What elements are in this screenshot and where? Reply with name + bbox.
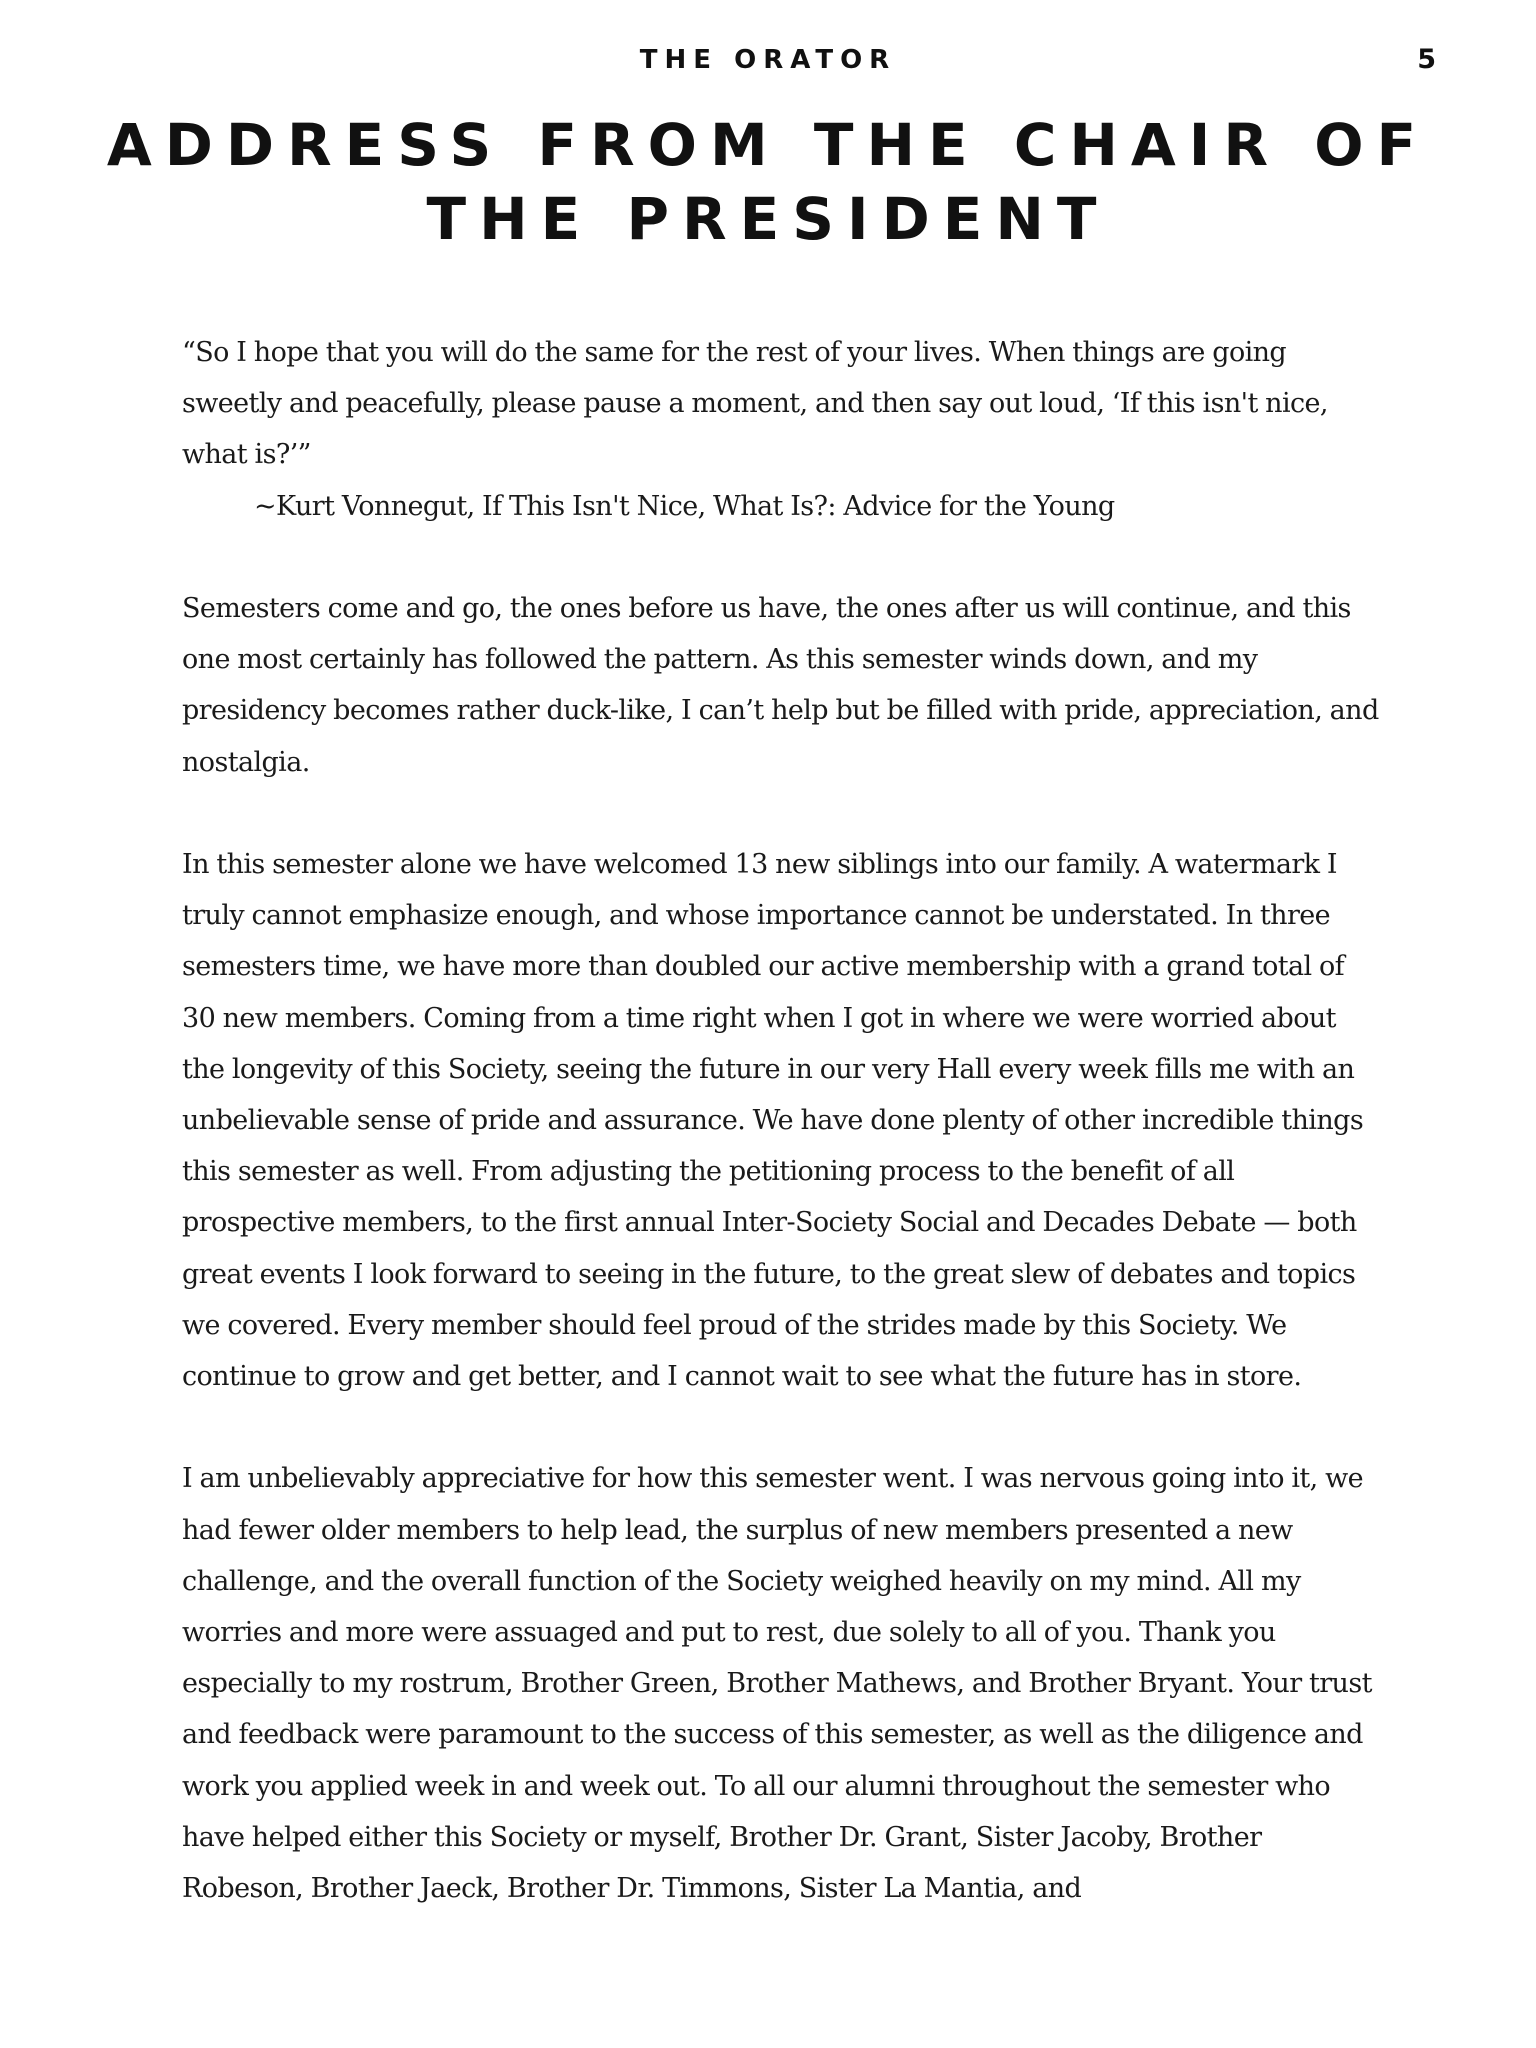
paragraph-spacer	[182, 532, 1382, 583]
body-paragraph: Semesters come and go, the ones before us have, the ones after us will continue, and this one most certainly has followed the pattern. As this semester winds down, and my presidency becomes rather duck-like, I can’t help but be filled with pride, appreciation, and nostalgia.	[182, 593, 1379, 778]
article-title: ADDRESS FROM THE CHAIR OF THE PRESIDENT	[106, 111, 1430, 253]
page-number: 5	[1417, 44, 1436, 75]
article-body	[182, 327, 1382, 1914]
paragraph-spacer	[182, 1402, 1382, 1453]
publication-name: THE ORATOR	[639, 45, 897, 75]
body-paragraph: I am unbelievably appreciative for how this semester went. I was nervous going into it, we had fewer older members to help lead, the surplus of new members presented a new challenge, and the overall function of the Society weighed heavily on my mind. All my worries and more were assuaged and put to rest, due solely to all of you. Thank you especially to my rostrum, Brother Green, Brother Mathews, and Brother Bryant. Your trust and feedback were paramount to the success of this semester, as well as the diligence and work you applied week in and week out. To all our alumni throughout the semester who have helped either this Society or myself, Brother Dr. Grant, Sister Jacoby, Brother Robeson, Brother Jaeck, Brother Dr. Timmons, Sister La Mantia, and	[182, 1463, 1372, 1905]
epigraph-attribution: ~Kurt Vonnegut, If This Isn't Nice, What Is?: Advice for the Young	[254, 490, 1115, 522]
epigraph	[182, 327, 1382, 532]
epigraph-quote: “So I hope that you will do the same for the rest of your lives. When things are going sweetly and peacefully, please pause a moment, and then say out loud, ‘If this isn't nice, what is?’”	[182, 337, 1328, 471]
running-header	[0, 42, 1536, 78]
paragraph-spacer	[182, 788, 1382, 839]
body-paragraph: In this semester alone we have welcomed 13 new siblings into our family. A watermark I truly cannot emphasize enough, and whose importance cannot be understated. In three semesters time, we have more than doubled our active membership with a grand total of 30 new members. Coming from a time right when I got in where we were worried about the longevity of this Society, seeing the future in our very Hall every week fills me with an unbelievable sense of pride and assurance. We have done plenty of other incredible things this semester as well. From adjusting the petitioning process to the benefit of all prospective members, to the first annual Inter-Society Social and Decades Debate — both great events I look forward to seeing in the future, to the great slew of debates and topics we covered. Every member should feel proud of the strides made by this Society. We continue to grow and get better, and I cannot wait to see what the future has in store.	[182, 849, 1364, 1393]
